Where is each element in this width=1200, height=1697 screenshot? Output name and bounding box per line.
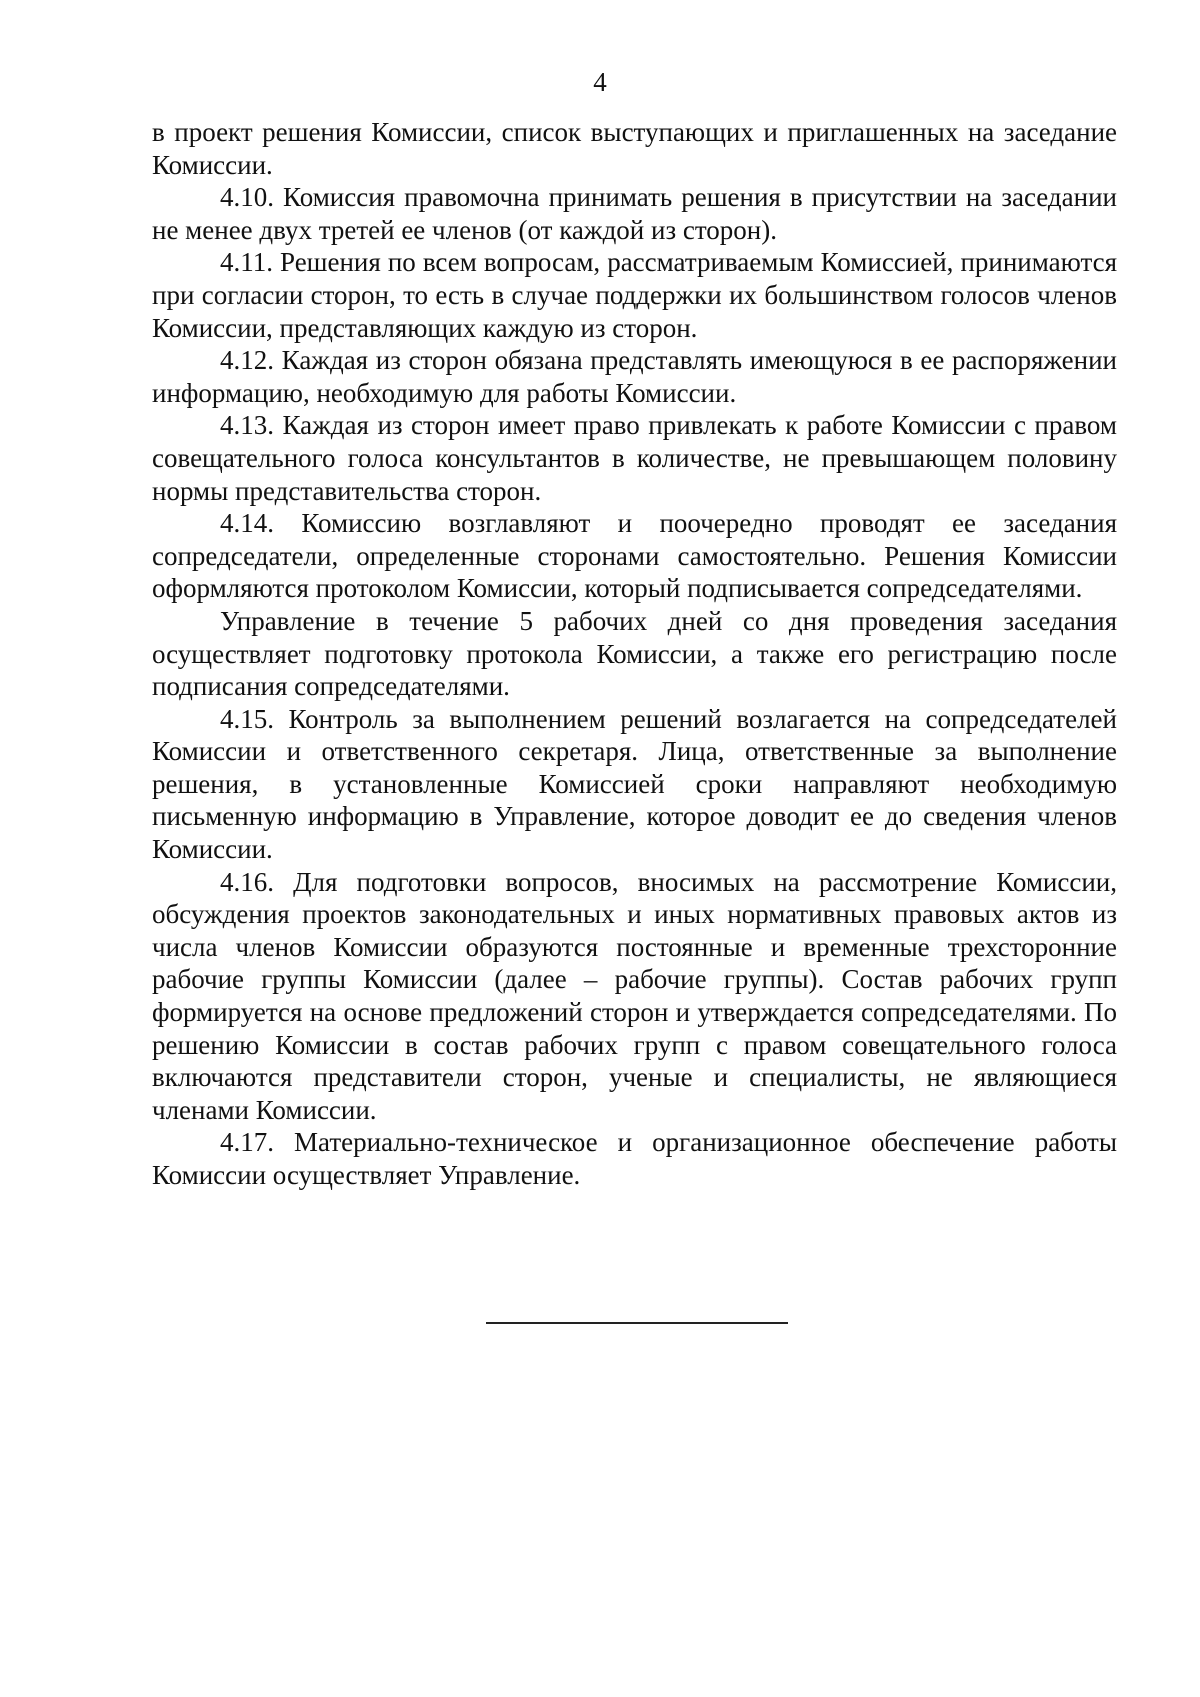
paragraph-4-15: 4.15. Контроль за выполнением решений возлагается на сопредседателей Комиссии и ответственного секретаря. Лица, ответственные за выполнение решения, в установленные Комиссией сроки направляют необходимую письменную информацию в Управление, которое доводит ее до сведения членов Комиссии. [152,703,1117,865]
page-number: 4 [593,67,607,97]
paragraph-4-12: 4.12. Каждая из сторон обязана представлять имеющуюся в ее распоряжении информацию, необходимую для работы Комиссии. [152,345,1117,408]
paragraph-4-16: 4.16. Для подготовки вопросов, вносимых на рассмотрение Комиссии, обсуждения проектов законодательных и иных нормативных правовых актов из числа членов Комиссии образуются постоянные и временные трехсторонние рабочие группы Комиссии (далее – рабочие группы). Состав рабочих групп формируется на основе предложений сторон и утверждается сопредседателями. По решению Комиссии в состав рабочих групп с правом совещательного голоса включаются представители сторон, ученые и специалисты, не являющиеся членами Комиссии. [152,866,1117,1125]
paragraph-4-14: 4.14. Комиссию возглавляют и поочередно проводят ее заседания сопредседатели, определенные сторонами самостоятельно. Решения Комиссии оформляются протоколом Комиссии, который подписывается сопредседателями. [152,508,1117,604]
paragraph-4-13: 4.13. Каждая из сторон имеет право привлекать к работе Комиссии с правом совещательного голоса консультантов в количестве, не превышающем половину нормы представительства сторон. [152,410,1117,506]
document-body [152,116,1117,1192]
end-of-document-rule [486,1322,788,1324]
paragraph-4-14-protocol: Управление в течение 5 рабочих дней со дня проведения заседания осуществляет подготовку протокола Комиссии, а также его регистрацию после подписания сопредседателями. [152,605,1117,702]
paragraph-4-11: 4.11. Решения по всем вопросам, рассматриваемым Комиссией, принимаются при согласии сторон, то есть в случае поддержки их большинством голосов членов Комиссии, представляющих каждую из сторон. [152,247,1117,343]
paragraph-continuation: в проект решения Комиссии, список выступающих и приглашенных на заседание Комиссии. [152,117,1117,180]
paragraph-4-10: 4.10. Комиссия правомочна принимать решения в присутствии на заседании не менее двух третей ее членов (от каждой из сторон). [152,182,1117,245]
paragraph-4-17: 4.17. Материально-техническое и организационное обеспечение работы Комиссии осуществляет Управление. [152,1127,1117,1190]
